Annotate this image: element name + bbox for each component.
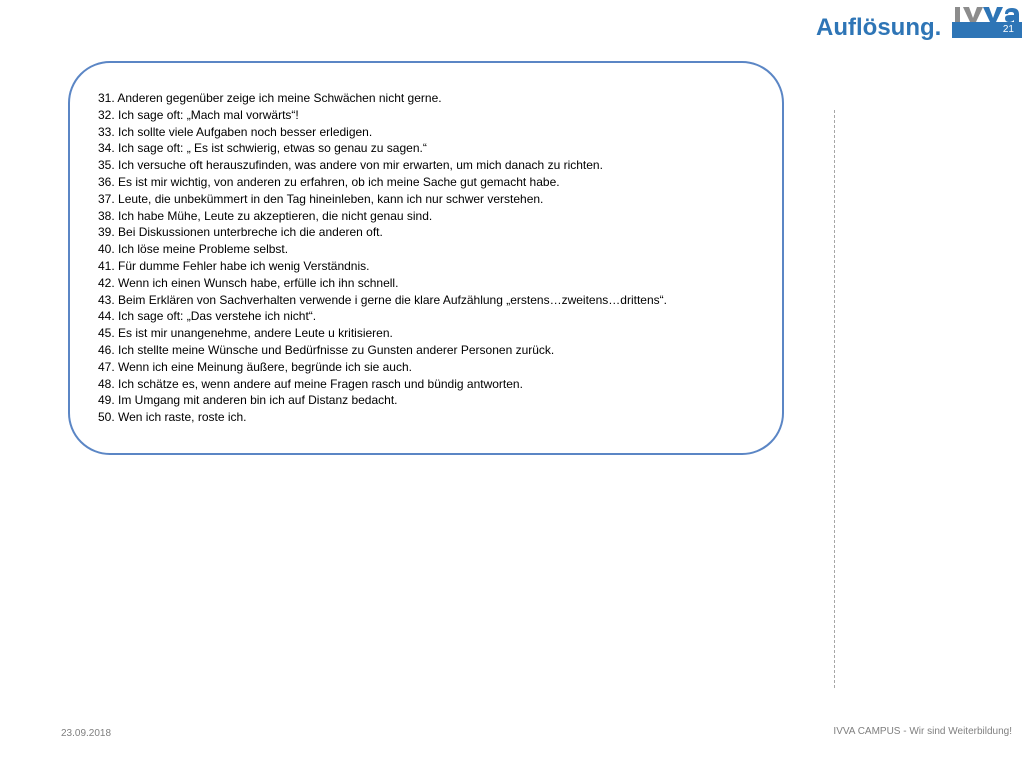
list-item: 50. Wen ich raste, roste ich.	[98, 410, 247, 425]
list-item: 49. Im Umgang mit anderen bin ich auf Distanz bedacht.	[98, 393, 398, 408]
list-item: 33. Ich sollte viele Aufgaben noch besser erledigen.	[98, 124, 373, 139]
slide-title: Auflösung.	[816, 14, 942, 41]
list-item: 31. Anderen gegenüber zeige ich meine Schwächen nicht gerne.	[98, 91, 442, 105]
list-item: 42. Wenn ich einen Wunsch habe, erfülle ich ihn schnell.	[98, 275, 399, 290]
list-item: 38. Ich habe Mühe, Leute zu akzeptieren, die nicht genau sind.	[98, 208, 433, 223]
list-item: 36. Es ist mir wichtig, von anderen zu erfahren, ob ich meine Sache gut gemacht habe.	[98, 174, 560, 189]
page-number-badge: 21	[952, 22, 1022, 38]
list-item: 32. Ich sage oft: „Mach mal vorwärts“!	[98, 107, 299, 122]
list-item: 40. Ich löse meine Probleme selbst.	[98, 242, 289, 257]
list-item: 44. Ich sage oft: „Das verstehe ich nicht“.	[98, 309, 317, 324]
list-item: 45. Es ist mir unangenehme, andere Leute u kritisieren.	[98, 326, 393, 341]
list-item: 37. Leute, die unbekümmert in den Tag hineinleben, kann ich nur schwer verstehen.	[98, 191, 544, 206]
list-item: 41. Für dumme Fehler habe ich wenig Verständnis.	[98, 258, 370, 273]
list-item: 34. Ich sage oft: „ Es ist schwierig, etwas so genau zu sagen.“	[98, 141, 427, 156]
list-item: 43. Beim Erklären von Sachverhalten verwende i gerne die klare Aufzählung „erstens…zweitens…drittens“.	[98, 292, 667, 307]
list-item: 39. Bei Diskussionen unterbreche ich die anderen oft.	[98, 225, 383, 240]
divider-line	[834, 110, 835, 688]
list-item: 46. Ich stellte meine Wünsche und Bedürfnisse zu Gunsten anderer Personen zurück.	[98, 342, 555, 357]
list-item: 35. Ich versuche oft herauszufinden, was andere von mir erwarten, um mich danach zu richten.	[98, 158, 603, 173]
footer-date: 23.09.2018	[61, 728, 112, 739]
list-item: 48. Ich schätze es, wenn andere auf meine Fragen rasch und bündig antworten.	[98, 376, 523, 391]
statement-list	[98, 90, 667, 426]
footer-tagline: IVVA CAMPUS - Wir sind Weiterbildung!	[833, 726, 1012, 737]
list-item: 47. Wenn ich eine Meinung äußere, begründe ich sie auch.	[98, 359, 412, 374]
